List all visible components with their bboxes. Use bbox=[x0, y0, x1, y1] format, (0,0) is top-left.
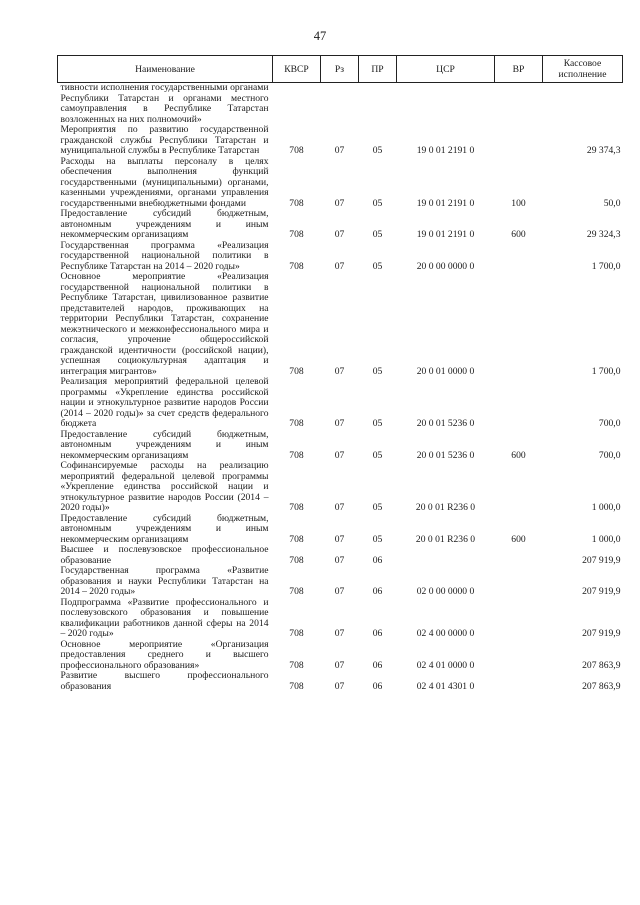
table-cell-pr: 06 bbox=[372, 628, 383, 639]
table-cell-pr: 05 bbox=[372, 418, 383, 429]
table-cell-csr: 20 0 01 5236 0 bbox=[416, 449, 475, 461]
table-cell-sum: 700,0 bbox=[598, 449, 621, 461]
table-cell-rz bbox=[321, 83, 359, 126]
table-cell-sum: 29 374,3 bbox=[586, 145, 621, 156]
table-cell-kvsr: 708 bbox=[289, 586, 304, 597]
table-cell-vr bbox=[495, 241, 543, 273]
table-cell-name: тивности исполнения государственными органами Республики Татарстан и органами местного самоуправления в Республике Татарстан возложенных на них полномочий» bbox=[60, 82, 269, 125]
table-cell-rz: 07 bbox=[334, 365, 345, 377]
table-cell-rz: 07 bbox=[334, 229, 345, 240]
table-cell-name: Основное мероприятие «Организация предоставления среднего и высшего профессионального образования» bbox=[60, 638, 269, 671]
table-cell-rz: 07 bbox=[334, 586, 345, 597]
table-cell-pr: 06 bbox=[372, 554, 383, 566]
page-number: 47 bbox=[313, 29, 327, 43]
table-cell-csr: 19 0 01 2191 0 bbox=[416, 229, 475, 240]
table-cell-rz: 07 bbox=[334, 260, 345, 272]
table-cell-pr bbox=[359, 83, 397, 126]
table-cell-kvsr: 708 bbox=[289, 628, 304, 639]
table-cell-sum: 1 700,0 bbox=[591, 365, 621, 377]
table-cell-pr: 05 bbox=[372, 229, 383, 240]
table-cell-sum: 1 700,0 bbox=[591, 260, 621, 272]
table-cell-vr bbox=[495, 566, 543, 598]
table-row bbox=[58, 157, 623, 210]
header-name: Наименование bbox=[58, 56, 273, 83]
table-cell-pr: 05 bbox=[372, 197, 383, 209]
header-rz: Рз bbox=[321, 56, 359, 83]
table-cell-kvsr: 708 bbox=[289, 680, 304, 692]
table-cell-name: Государственная программа «Реализация государственной национальной политики в Республике Татарстан на 2014 – 2020 годы» bbox=[60, 239, 269, 272]
table-cell-rz: 07 bbox=[334, 533, 345, 545]
table-cell-name: Предоставление субсидий бюджетным, автономным учреждениям и иным некоммерческим организациям bbox=[60, 428, 269, 461]
table-cell-kvsr: 708 bbox=[289, 229, 304, 240]
table-cell-name: Софинансируемые расходы на реализацию мероприятий федеральной целевой программы «Укрепление единства российской нации и этнокультурное развитие народов России (2014 – 2020 годы)» bbox=[60, 460, 269, 513]
header-kvsr: КВСР bbox=[273, 56, 321, 83]
header-vr: ВР bbox=[495, 56, 543, 83]
table-cell-csr: 20 0 01 R236 0 bbox=[415, 502, 476, 513]
table-cell-kvsr: 708 bbox=[289, 197, 304, 209]
table-cell-sum: 50,0 bbox=[603, 197, 621, 209]
table-cell-vr bbox=[495, 461, 543, 514]
table-cell-name: Реализация мероприятий федеральной целевой программы «Укрепление единства российской нации и этнокультурное развитие народов России (2014 – 2020 годы)» за счет средств федерального бюджета bbox=[60, 376, 269, 429]
table-row bbox=[58, 461, 623, 514]
table-cell-csr: 02 4 00 0000 0 bbox=[416, 628, 475, 639]
table-cell-kvsr: 708 bbox=[289, 145, 304, 156]
table-row bbox=[58, 598, 623, 640]
table-cell-csr: 19 0 01 2191 0 bbox=[416, 145, 475, 156]
table-header-row bbox=[58, 56, 623, 83]
table-cell-rz: 07 bbox=[334, 659, 345, 671]
header-pr: ПР bbox=[359, 56, 397, 83]
table-row bbox=[58, 83, 623, 126]
table-cell-kvsr: 708 bbox=[289, 533, 304, 545]
table-cell-pr: 06 bbox=[372, 659, 383, 671]
table-cell-kvsr: 708 bbox=[289, 554, 304, 566]
table-cell-sum: 29 324,3 bbox=[586, 229, 621, 240]
table-cell-name: Предоставление субсидий бюджетным, автономным учреждениям и иным некоммерческим организациям bbox=[60, 208, 269, 240]
table-cell-name: Основное мероприятие «Реализация государственной национальной политики в Республике Татарстан, цивилизованное развитие представителей народов, проживающих на территории Республики Татарстан, сохранение межэтнического и межконфессионального мира и согласия, упрочение общероссийской гражданской идентичности (российской нации), успешная социокультурная адаптация и интеграция мигрантов» bbox=[60, 271, 269, 377]
table-cell-csr: 02 4 01 4301 0 bbox=[416, 680, 475, 692]
table-cell-name: Мероприятия по развитию государственной гражданской службы Республики Татарстан и муниципальной службы в Республике Татарстан bbox=[60, 124, 269, 156]
table-cell-pr: 05 bbox=[372, 449, 383, 461]
table-cell-vr bbox=[495, 545, 543, 566]
table-row bbox=[58, 377, 623, 430]
table-cell-csr: 20 0 00 0000 0 bbox=[416, 260, 475, 272]
table-cell-vr: 600 bbox=[511, 229, 526, 240]
table-cell-rz: 07 bbox=[334, 628, 345, 639]
table-cell-pr: 05 bbox=[372, 533, 383, 545]
table-cell-csr: 20 0 01 5236 0 bbox=[416, 418, 475, 429]
table-row bbox=[58, 272, 623, 377]
table-cell-vr bbox=[495, 83, 543, 126]
table-cell-rz: 07 bbox=[334, 418, 345, 429]
table-cell-rz: 07 bbox=[334, 197, 345, 209]
table-row bbox=[58, 566, 623, 598]
table-cell-vr bbox=[495, 272, 543, 377]
budget-table bbox=[57, 55, 623, 692]
table-cell-name: Расходы на выплаты персоналу в целях обеспечения выполнения функций государственными (муниципальными) органами, казенными учреждениями, органами управления государственными внебюджетными фондами bbox=[60, 155, 269, 209]
table-cell-kvsr: 708 bbox=[289, 449, 304, 461]
table-cell-pr: 05 bbox=[372, 365, 383, 377]
table-cell-pr: 05 bbox=[372, 145, 383, 156]
table-row bbox=[58, 514, 623, 546]
table-cell-csr: 02 0 00 0000 0 bbox=[416, 586, 475, 597]
table-cell-name: Развитие высшего профессионального образования bbox=[60, 670, 269, 692]
table-cell-kvsr: 708 bbox=[289, 502, 304, 513]
table-cell-sum: 207 863,9 bbox=[582, 680, 621, 692]
table-cell-sum: 700,0 bbox=[598, 418, 621, 429]
table-cell-name: Подпрограмма «Развитие профессионального и послевузовского образования и повышение квалификации работников данной сферы на 2014 – 2020 годы» bbox=[60, 596, 269, 639]
table-cell-pr: 05 bbox=[372, 502, 383, 513]
table-cell-sum: 207 919,9 bbox=[582, 554, 621, 566]
table-cell-vr: 600 bbox=[511, 449, 526, 461]
table-cell-rz: 07 bbox=[334, 502, 345, 513]
table-cell-kvsr: 708 bbox=[289, 260, 304, 272]
table-cell-vr: 100 bbox=[511, 197, 526, 209]
table-cell-vr bbox=[495, 640, 543, 672]
table-cell-pr: 06 bbox=[372, 680, 383, 692]
table-cell-vr bbox=[495, 377, 543, 430]
table-cell-csr bbox=[397, 83, 495, 126]
table-cell-rz: 07 bbox=[334, 680, 345, 692]
table-cell-name: Государственная программа «Развитие образования и науки Республики Татарстан на 2014 – 2020 годы» bbox=[60, 565, 269, 597]
header-sum: Кассовое исполнение bbox=[543, 56, 623, 83]
table-row bbox=[58, 545, 623, 566]
table-row bbox=[58, 209, 623, 241]
table-cell-kvsr: 708 bbox=[289, 418, 304, 429]
table-row bbox=[58, 640, 623, 672]
table-cell-vr bbox=[495, 598, 543, 640]
table-cell-sum: 207 919,9 bbox=[582, 628, 621, 639]
table-cell-pr: 06 bbox=[372, 586, 383, 597]
table-cell-name: Предоставление субсидий бюджетным, автономным учреждениям и иным некоммерческим организациям bbox=[60, 512, 269, 545]
table-cell-vr bbox=[495, 125, 543, 157]
table-row bbox=[58, 241, 623, 273]
table-cell-pr: 05 bbox=[372, 260, 383, 272]
table-cell-sum: 207 919,9 bbox=[582, 586, 621, 597]
table-cell-csr bbox=[397, 545, 495, 566]
table-cell-rz: 07 bbox=[334, 145, 345, 156]
table-cell-name: Высшее и послевузовское профессиональное образование bbox=[60, 544, 269, 566]
table-cell-csr: 20 0 01 0000 0 bbox=[416, 365, 475, 377]
table-cell-vr: 600 bbox=[511, 533, 526, 545]
table-cell-sum: 1 000,0 bbox=[591, 502, 621, 513]
table-cell-vr bbox=[495, 671, 543, 692]
table-cell-rz: 07 bbox=[334, 554, 345, 566]
table-row bbox=[58, 671, 623, 692]
header-csr: ЦСР bbox=[397, 56, 495, 83]
table-cell-csr: 20 0 01 R236 0 bbox=[415, 533, 476, 545]
table-row bbox=[58, 125, 623, 157]
table-cell-sum: 207 863,9 bbox=[582, 659, 621, 671]
table-cell-rz: 07 bbox=[334, 449, 345, 461]
table-cell-csr: 02 4 01 0000 0 bbox=[416, 659, 475, 671]
table-cell-kvsr: 708 bbox=[289, 659, 304, 671]
table-row bbox=[58, 430, 623, 462]
table-cell-kvsr: 708 bbox=[289, 365, 304, 377]
table-cell-sum bbox=[543, 83, 623, 126]
table-cell-sum: 1 000,0 bbox=[591, 533, 621, 545]
table-cell-kvsr bbox=[273, 83, 321, 126]
table-cell-csr: 19 0 01 2191 0 bbox=[416, 197, 475, 209]
